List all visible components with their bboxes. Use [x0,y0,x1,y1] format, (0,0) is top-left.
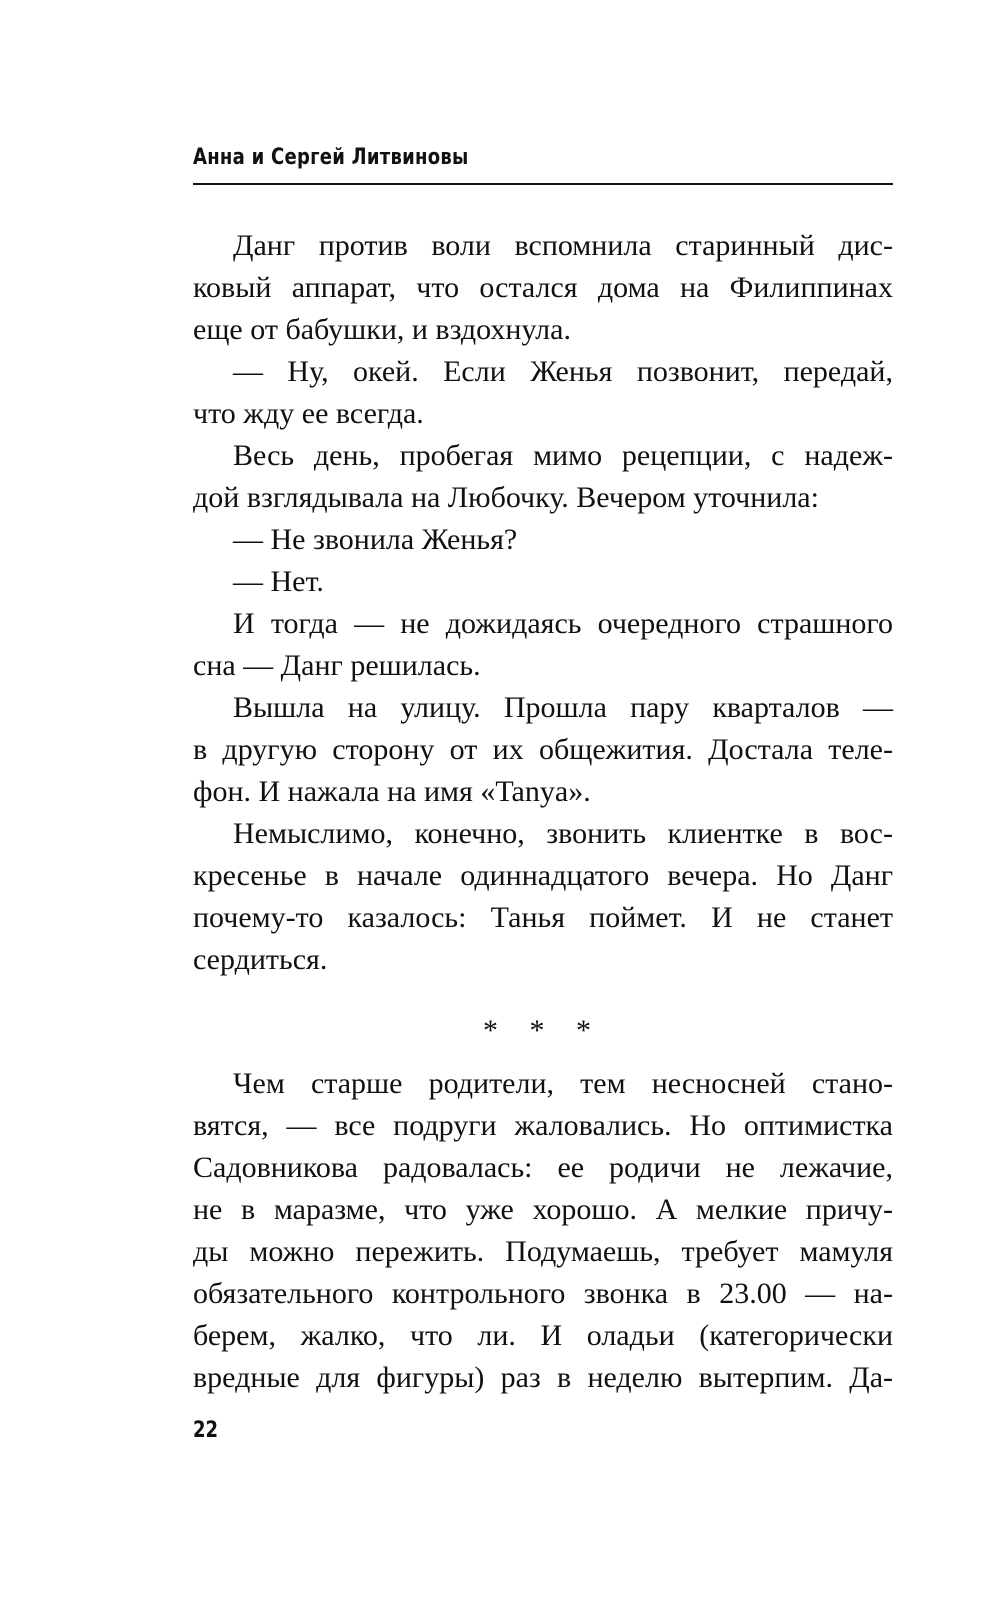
text-line: — Нет. [233,565,324,598]
header-rule [193,183,893,185]
text-line: Немыслимо, конечно, звонить клиентке в вос- [233,817,893,850]
text-section-1 [193,225,893,981]
text-line: вятся, — все подруги жаловались. Но оптимистка [193,1109,893,1142]
paragraph [193,225,893,351]
text-line: И тогда — не дожидаясь очередного страшного [233,607,893,640]
text-line: — Не звонила Женья? [233,523,518,556]
running-head: Анна и Сергей Литвиновы [193,145,469,170]
paragraph [193,561,893,603]
paragraph [193,351,893,435]
text-line: Чем старше родители, тем несносней стано- [233,1067,893,1100]
paragraph [193,519,893,561]
text-line: дой взглядывала на Любочку. Вечером уточнила: [193,481,819,514]
text-line: берем, жалко, что ли. И оладьи (категорически [193,1319,893,1352]
text-line: Данг против воли вспомнила старинный дис- [233,229,893,262]
text-line: — Ну, окей. Если Женья позвонит, передай, [233,355,893,388]
text-line: что жду ее всегда. [193,397,424,430]
page-number: 22 [193,1418,219,1443]
section-separator: * * * [483,1014,603,1047]
text-line: вредные для фигуры) раз в неделю вытерпим. Да- [193,1361,893,1394]
paragraph [193,813,893,981]
paragraph [193,1063,893,1399]
text-section-2 [193,1063,893,1399]
text-line: ковый аппарат, что остался дома на Филиппинах [193,271,893,304]
text-line: в другую сторону от их общежития. Достала теле- [193,733,893,766]
text-line: сна — Данг решилась. [193,649,481,682]
text-line: не в маразме, что уже хорошо. А мелкие причу- [193,1193,893,1226]
text-line: сердиться. [193,943,328,976]
text-line: Садовникова радовалась: ее родичи не лежачие, [193,1151,893,1184]
text-line: Весь день, пробегая мимо рецепции, с надеж- [233,439,893,472]
text-line: почему-то казалось: Танья поймет. И не станет [193,901,893,934]
text-line: еще от бабушки, и вздохнула. [193,313,571,346]
paragraph [193,687,893,813]
text-line: ды можно пережить. Подумаешь, требует мамуля [193,1235,893,1268]
text-line: Вышла на улицу. Прошла пару кварталов — [233,691,893,724]
text-line: фон. И нажала на имя «Tanya». [193,775,591,808]
paragraph [193,435,893,519]
text-line: обязательного контрольного звонка в 23.00 — на- [193,1277,893,1310]
text-line: кресенье в начале одиннадцатого вечера. Но Данг [193,859,893,892]
paragraph [193,603,893,687]
